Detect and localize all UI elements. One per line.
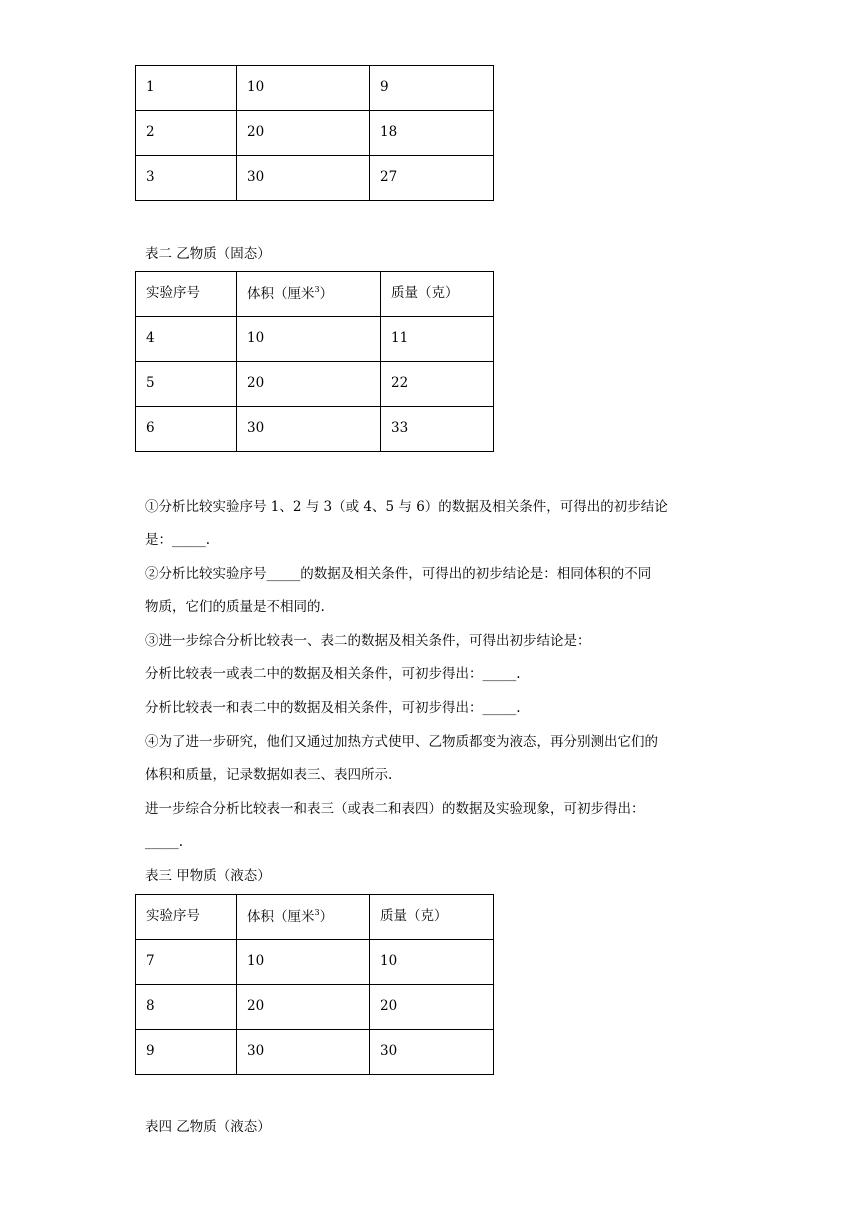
question-3-line-3: 分析比较表一和表二中的数据及相关条件，可初步得出：_____. (145, 700, 521, 716)
header-cell: 质量（克） (381, 272, 494, 317)
header-cell: 体积（厘米$^3$） (237, 272, 381, 317)
table-row (136, 66, 494, 111)
table-cell: 5 (136, 362, 237, 407)
table-row (136, 156, 494, 201)
table-cell: 30 (237, 407, 381, 452)
table-cell: 3 (136, 156, 237, 201)
table-cell: 30 (370, 1030, 494, 1075)
question-2-line-1: ②分析比较实验序号_____的数据及相关条件，可得出的初步结论是：相同体积的不同 (145, 566, 652, 582)
table-row (136, 362, 494, 407)
table-cell: 10 (237, 940, 370, 985)
table-cell: 10 (370, 940, 494, 985)
table-cell: 20 (370, 985, 494, 1030)
table-jia-liquid (135, 894, 494, 1075)
header-cell: 实验序号 (136, 895, 237, 940)
table-cell: 33 (381, 407, 494, 452)
question-4-line-2: 体积和质量，记录数据如表三、表四所示. (145, 767, 393, 783)
table2-caption: 表二 乙物质（固态） (145, 246, 271, 262)
table-row (136, 940, 494, 985)
question-4-line-3: 进一步综合分析比较表一和表三（或表二和表四）的数据及实验现象，可初步得出： (145, 801, 645, 817)
question-3-line-1: ③进一步综合分析比较表一、表二的数据及相关条件，可得出初步结论是： (145, 633, 591, 649)
table-row (136, 317, 494, 362)
table-cell: 9 (370, 66, 494, 111)
table-header-row (136, 895, 494, 940)
table-cell: 8 (136, 985, 237, 1030)
table-cell: 18 (370, 111, 494, 156)
table-row (136, 1030, 494, 1075)
question-4-line-4: _____. (145, 834, 184, 850)
header-cell: 实验序号 (136, 272, 237, 317)
table-cell: 10 (237, 66, 370, 111)
table-cell: 30 (237, 156, 370, 201)
table-row (136, 111, 494, 156)
table-row (136, 985, 494, 1030)
table-header-row (136, 272, 494, 317)
table-cell: 27 (370, 156, 494, 201)
table-cell: 11 (381, 317, 494, 362)
table-cell: 2 (136, 111, 237, 156)
question-1-line-1: ①分析比较实验序号 1、2 与 3（或 4、5 与 6）的数据及相关条件，可得出的初步结论 (145, 499, 668, 515)
table-cell: 10 (237, 317, 381, 362)
header-cell: 体积（厘米$^3$） (237, 895, 370, 940)
table-cell: 1 (136, 66, 237, 111)
table3-caption: 表三 甲物质（液态） (145, 868, 271, 884)
table-cell: 9 (136, 1030, 237, 1075)
table-yi-solid (135, 271, 494, 452)
table-cell: 4 (136, 317, 237, 362)
question-2-line-2: 物质，它们的质量是不相同的. (145, 599, 325, 615)
table4-caption: 表四 乙物质（液态） (145, 1119, 271, 1135)
table-cell: 30 (237, 1030, 370, 1075)
question-1-line-2: 是：_____. (145, 532, 211, 548)
table-row (136, 407, 494, 452)
table-cell: 20 (237, 362, 381, 407)
table-jia-solid (135, 65, 494, 201)
table-cell: 20 (237, 985, 370, 1030)
table-cell: 7 (136, 940, 237, 985)
table-cell: 6 (136, 407, 237, 452)
table-cell: 22 (381, 362, 494, 407)
question-3-line-2: 分析比较表一或表二中的数据及相关条件，可初步得出：_____. (145, 666, 521, 682)
question-4-line-1: ④为了进一步研究，他们又通过加热方式使甲、乙物质都变为液态，再分别测出它们的 (145, 734, 658, 750)
header-cell: 质量（克） (370, 895, 494, 940)
table-cell: 20 (237, 111, 370, 156)
